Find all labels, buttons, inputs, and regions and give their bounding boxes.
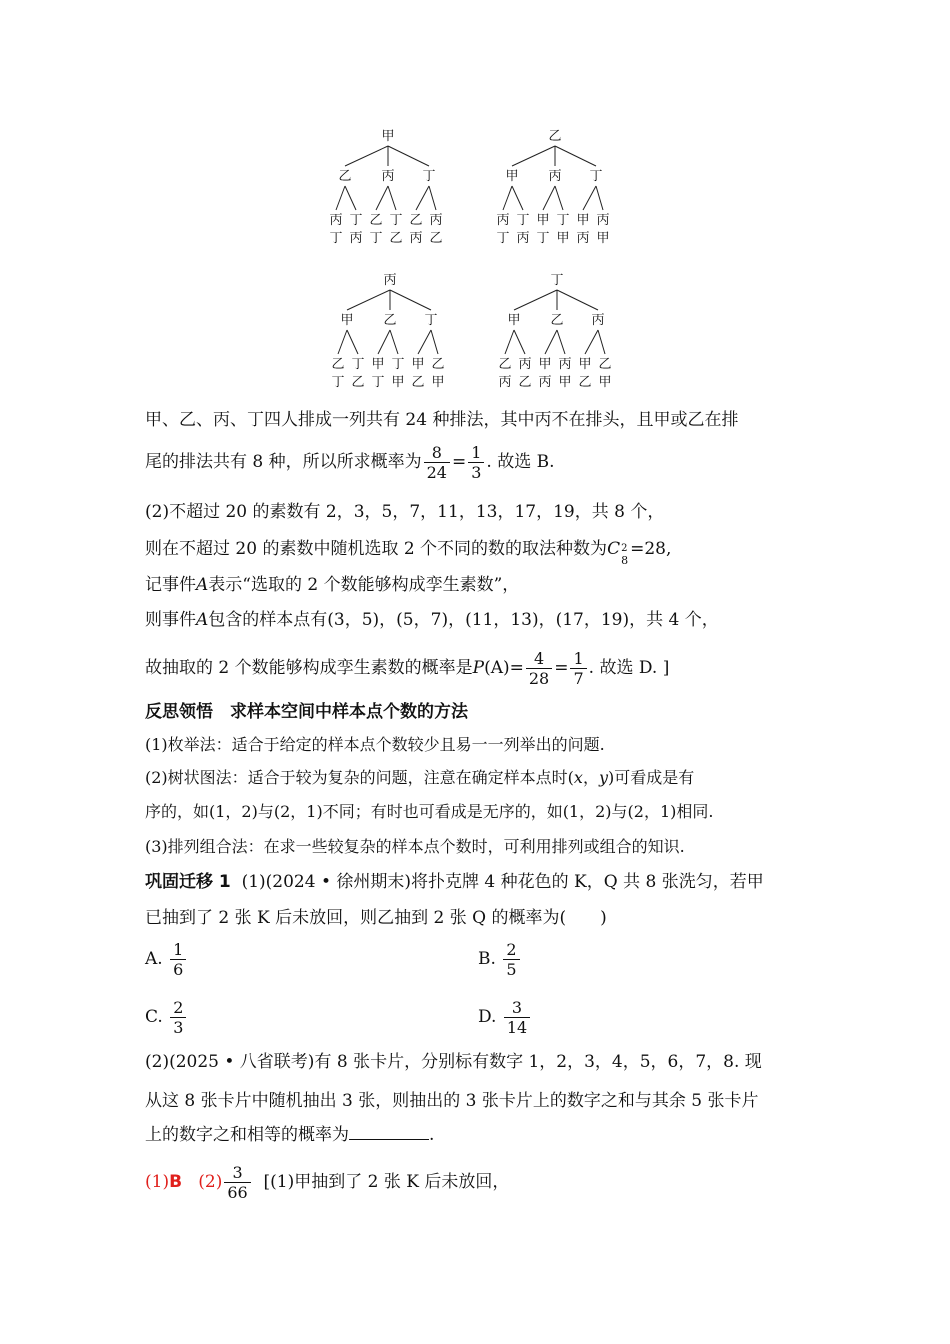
tree-leaf-label: 丁 [349, 213, 363, 228]
tree-leaf-label: 丙 [576, 231, 590, 246]
tree-branch-root-child [345, 146, 388, 166]
tree-branch-root-child [512, 146, 555, 166]
tree-leaf-label: 乙 [431, 357, 445, 372]
tree-leaf-label: 甲 [598, 375, 612, 390]
tree-branch-child-leaf [431, 330, 438, 354]
tree-leaf-label: 甲 [391, 375, 405, 390]
tree-leaf-label: 甲 [596, 231, 610, 246]
tree-leaf-label: 丙 [516, 231, 530, 246]
tree-branch-child-leaf [557, 330, 565, 354]
tree-child-label: 丁 [589, 169, 603, 184]
tree-leaf-label: 丁 [391, 357, 405, 372]
tree-leaf-label: 丙 [558, 357, 572, 372]
tree-branch-root-child [557, 290, 598, 310]
tree-leaf-label: 甲 [431, 375, 445, 390]
tree-branch-child-leaf [585, 330, 598, 354]
tree-leaf-label: 丁 [536, 231, 550, 246]
tree-diagram-bing [330, 272, 480, 402]
fraction-1-7: $\frac{1}{7}$ [570, 649, 586, 688]
tree-branch-child-leaf [336, 186, 345, 210]
tree-leaf-label: 乙 [409, 213, 423, 228]
tree-branch-child-leaf [514, 330, 525, 354]
tree-leaf-label: 乙 [518, 375, 532, 390]
tree-leaf-label: 甲 [538, 357, 552, 372]
tree-branch-child-leaf [545, 330, 557, 354]
tree-leaf-label: 乙 [598, 357, 612, 372]
tree-root-label: 乙 [548, 129, 562, 144]
tree-leaf-label: 丁 [329, 231, 343, 246]
tree-branch-root-child [347, 290, 390, 310]
tree-child-label: 甲 [505, 169, 519, 184]
tree-leaf-label: 丙 [429, 213, 443, 228]
option-d: D. $\frac{3}{14}$ [478, 998, 532, 1037]
reflection-item-3: (3)排列组合法：在求一些较复杂的样本点个数时，可利用排列或组合的知识. [145, 837, 685, 856]
practice-q2-line-1: (2)(2025 • 八省联考)有 8 张卡片，分别标有数字 1，2，3，4，5，6，7，8. 现 [145, 1052, 762, 1072]
tree-leaf-label: 乙 [351, 375, 365, 390]
tree-child-label: 丙 [548, 169, 562, 184]
tree-child-label: 乙 [338, 169, 352, 184]
option-c: C. $\frac{2}{3}$ [145, 998, 188, 1037]
tree-leaf-label: 丁 [496, 231, 510, 246]
tree-leaf-label: 甲 [558, 375, 572, 390]
tree-branch-child-leaf [416, 186, 429, 210]
tree-branch-child-leaf [390, 330, 398, 354]
practice-q2-line-2: 从这 8 张卡片中随机抽出 3 张，则抽出的 3 张卡片上的数字之和与其余 5 张卡片 [145, 1091, 759, 1111]
solution-1-line-2: 尾的排法共有 8 种，所以所求概率为 $\frac{8}{24}$ = $\frac{1}{3}$ . 故选 B. [145, 443, 555, 482]
tree-branch-child-leaf [338, 330, 347, 354]
reflection-title: 反思领悟 求样本空间中样本点个数的方法 [145, 702, 468, 722]
tree-leaf-label: 丙 [349, 231, 363, 246]
option-a: A. $\frac{1}{6}$ [145, 940, 188, 979]
tree-child-label: 乙 [383, 313, 397, 328]
tree-leaf-label: 丙 [538, 375, 552, 390]
solution-1-line-1: 甲、乙、丙、丁四人排成一列共有 24 种排法，其中丙不在排头，且甲或乙在排 [145, 410, 739, 430]
solution-2-line-2: 则在不超过 20 的素数中随机选取 2 个不同的数的取法种数为C 2 8 =28, [145, 539, 672, 567]
tree-branch-child-leaf [583, 186, 596, 210]
tree-leaf-label: 甲 [371, 357, 385, 372]
practice-label: 巩固迁移 1 [145, 872, 231, 892]
tree-root-label: 丁 [550, 273, 564, 288]
tree-branch-child-leaf [543, 186, 555, 210]
tree-leaf-label: 甲 [536, 213, 550, 228]
tree-leaf-label: 丙 [329, 213, 343, 228]
tree-leaf-label: 丁 [331, 375, 345, 390]
tree-child-label: 丁 [422, 169, 436, 184]
tree-leaf-label: 甲 [576, 213, 590, 228]
tree-branch-child-leaf [555, 186, 563, 210]
tree-branch-child-leaf [378, 330, 390, 354]
tree-branch-child-leaf [598, 330, 605, 354]
tree-leaf-label: 丁 [351, 357, 365, 372]
tree-leaf-label: 丙 [498, 375, 512, 390]
reflection-item-1: (1)枚举法：适合于给定的样本点个数较少且易一一列举出的问题. [145, 735, 605, 754]
tree-leaf-label: 甲 [411, 357, 425, 372]
tree-child-label: 丁 [424, 313, 438, 328]
solution-2-line-3: 记事件A表示“选取的 2 个数能够构成孪生素数”， [145, 575, 520, 595]
tree-child-label: 甲 [507, 313, 521, 328]
tree-branch-child-leaf [505, 330, 514, 354]
tree-diagram-yi [495, 128, 645, 258]
answer-blank [349, 1123, 429, 1140]
reflection-item-2b: 序的，如(1，2)与(2，1)不同；有时也可看成是无序的，如(1，2)与(2，1)相同. [145, 802, 714, 821]
tree-leaf-label: 丙 [596, 213, 610, 228]
combination-indices: 2 8 [621, 542, 629, 567]
tree-leaf-label: 乙 [389, 231, 403, 246]
tree-leaf-label: 甲 [578, 357, 592, 372]
fraction-1-3: $\frac{1}{3}$ [468, 443, 484, 482]
tree-root-label: 丙 [383, 273, 397, 288]
practice-q2-line-3: 上的数字之和相等的概率为 . [145, 1125, 435, 1145]
tree-leaf-label: 乙 [411, 375, 425, 390]
tree-leaf-label: 乙 [331, 357, 345, 372]
tree-branch-child-leaf [512, 186, 523, 210]
tree-leaf-label: 甲 [556, 231, 570, 246]
practice-q1-line-1: 巩固迁移 1 (1)(2024 • 徐州期末)将扑克牌 4 种花色的 K，Q 共 8 张洗匀，若甲 [145, 872, 764, 892]
tree-leaf-label: 乙 [429, 231, 443, 246]
tree-branch-child-leaf [347, 330, 358, 354]
tree-branch-child-leaf [503, 186, 512, 210]
answer-line: (1)B (2) $\frac{3}{66}$ [(1)甲抽到了 2 张 K 后未放回， [145, 1163, 510, 1202]
solution-2-line-4: 则事件A包含的样本点有(3，5)，(5，7)，(11，13)，(17，19)，共 4 个， [145, 610, 719, 630]
tree-child-label: 甲 [340, 313, 354, 328]
tree-diagram-jia [328, 128, 478, 258]
tree-leaf-label: 丁 [556, 213, 570, 228]
tree-branch-child-leaf [596, 186, 603, 210]
tree-branch-child-leaf [376, 186, 388, 210]
tree-leaf-label: 乙 [578, 375, 592, 390]
fraction-4-28: $\frac{4}{28}$ [526, 649, 552, 688]
tree-branch-root-child [514, 290, 557, 310]
tree-branch-child-leaf [388, 186, 396, 210]
practice-q1-line-2: 已抽到了 2 张 K 后未放回，则乙抽到 2 张 Q 的概率为( ) [145, 908, 607, 928]
tree-leaf-label: 丙 [496, 213, 510, 228]
tree-branch-child-leaf [429, 186, 436, 210]
tree-leaf-label: 丁 [389, 213, 403, 228]
tree-child-label: 丙 [381, 169, 395, 184]
fraction-8-24: $\frac{8}{24}$ [424, 443, 450, 482]
tree-root-label: 甲 [381, 129, 395, 144]
reflection-item-2a: (2)树状图法：适合于较为复杂的问题，注意在确定样本点时(x，y)可看成是有 [145, 768, 695, 787]
tree-leaf-label: 丙 [409, 231, 423, 246]
tree-diagram-ding [497, 272, 647, 402]
solution-2-line-5: 故抽取的 2 个数能够构成孪生素数的概率是P(A)= $\frac{4}{28}$ = $\frac{1}{7}$ . 故选 D. ] [145, 649, 670, 688]
tree-leaf-label: 乙 [369, 213, 383, 228]
tree-branch-child-leaf [345, 186, 356, 210]
tree-child-label: 乙 [550, 313, 564, 328]
tree-branch-root-child [390, 290, 431, 310]
tree-branch-root-child [555, 146, 596, 166]
tree-leaf-label: 丁 [516, 213, 530, 228]
tree-branch-root-child [388, 146, 429, 166]
tree-leaf-label: 丙 [518, 357, 532, 372]
tree-leaf-label: 乙 [498, 357, 512, 372]
answer-fraction: $\frac{3}{66}$ [224, 1163, 250, 1202]
tree-child-label: 丙 [591, 313, 605, 328]
tree-leaf-label: 丁 [369, 231, 383, 246]
solution-2-line-1: (2)不超过 20 的素数有 2，3，5，7，11，13，17，19，共 8 个， [145, 502, 665, 522]
tree-leaf-label: 丁 [371, 375, 385, 390]
tree-branch-child-leaf [418, 330, 431, 354]
option-b: B. $\frac{2}{5}$ [478, 940, 522, 979]
